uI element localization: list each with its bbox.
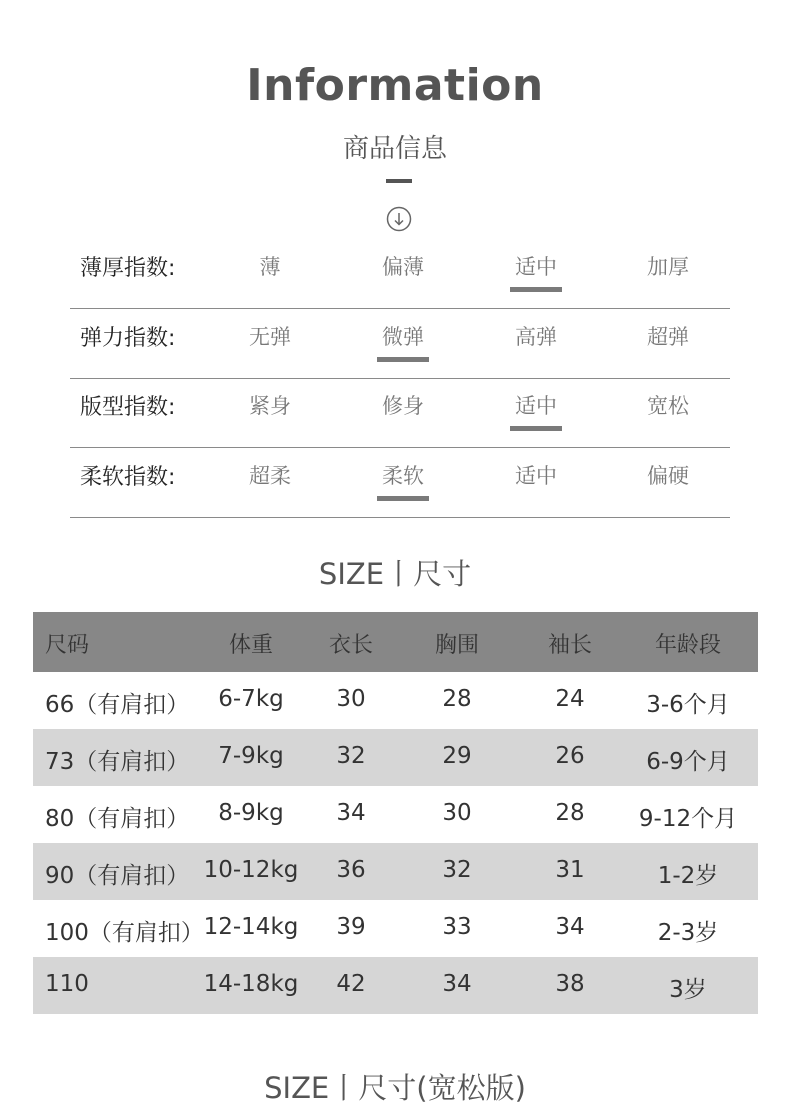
selected-indicator [510,426,562,431]
size-section-title: SIZE丨尺寸 [318,557,472,591]
table-cell: 38 [555,971,585,997]
table-cell: 90（有肩扣） [45,863,190,889]
table-cell: 29 [442,743,472,769]
page-title: Information [246,60,544,111]
attribute-option [486,460,586,490]
attribute-option [353,321,453,351]
table-cell: 32 [336,743,366,769]
attribute-row [70,239,730,309]
table-cell: 110 [45,971,89,997]
header-size: 尺码 [45,633,90,658]
attribute-label: 版型指数: [80,395,176,420]
table-cell: 24 [555,686,585,712]
attribute-option-label: 修身 [382,394,424,418]
table-cell: 26 [555,743,585,769]
attribute-option [618,460,718,490]
table-cell: 33 [442,914,472,940]
table-row [33,672,758,729]
table-row [33,786,758,843]
attribute-option-label: 适中 [515,394,557,418]
attribute-option [353,460,453,490]
size-table-header [33,612,758,672]
attribute-option [353,251,453,281]
title-divider [386,179,412,183]
table-cell: 80（有肩扣） [45,806,190,832]
table-cell: 8-9kg [218,800,284,826]
attribute-option [220,390,320,420]
attribute-option-label: 偏硬 [647,463,689,488]
attribute-label: 弹力指数: [80,325,176,351]
selected-indicator [377,496,429,501]
header-length: 衣长 [328,633,373,658]
attribute-option [220,321,320,351]
attribute-option [618,321,718,351]
table-cell: 30 [442,800,472,826]
size-table [33,612,758,1014]
table-cell: 6-7kg [218,686,284,712]
table-cell: 12-14kg [203,914,299,940]
attribute-option [618,251,718,281]
attribute-option [220,251,320,281]
attribute-option [486,321,586,351]
attribute-option [486,390,586,420]
header-sleeve: 袖长 [547,633,592,658]
table-cell: 31 [555,857,585,883]
table-cell: 28 [442,686,472,712]
table-cell: 42 [336,971,366,997]
table-cell: 7-9kg [218,743,284,769]
table-row [33,729,758,786]
table-cell: 32 [442,857,472,883]
attribute-option [486,251,586,281]
attribute-row [70,309,730,379]
table-cell: 1-2岁 [657,863,719,889]
attribute-option [618,390,718,420]
table-cell: 36 [336,857,366,883]
attribute-label: 薄厚指数: [80,256,176,281]
attribute-option [353,390,453,420]
table-row [33,900,758,957]
attribute-label: 柔软指数: [80,464,176,490]
attribute-option [220,460,320,490]
circle-down-arrow-icon [386,206,412,232]
attribute-option-label: 宽松 [647,394,689,418]
attribute-option-label: 超弹 [647,324,689,349]
attribute-option-label: 紧身 [249,394,291,418]
table-cell: 2-3岁 [657,920,719,946]
attribute-row [70,378,730,448]
page-subtitle: 商品信息 [342,134,447,164]
table-cell: 3岁 [669,977,707,1003]
attribute-option-label: 微弹 [382,324,424,349]
attribute-option-label: 薄 [259,255,281,279]
header-age: 年龄段 [654,633,721,658]
table-cell: 34 [442,971,472,997]
table-cell: 39 [336,914,366,940]
table-cell: 14-18kg [203,971,299,997]
table-cell: 30 [336,686,366,712]
table-cell: 34 [555,914,585,940]
table-cell: 3-6个月 [646,692,730,718]
table-cell: 9-12个月 [638,806,738,832]
table-row [33,843,758,900]
attribute-option-label: 超柔 [249,463,291,488]
table-cell: 34 [336,800,366,826]
attribute-option-label: 适中 [515,463,557,488]
attribute-row [70,448,730,518]
size-table-body [33,672,758,1014]
selected-indicator [510,287,562,292]
attribute-option-label: 柔软 [382,463,424,488]
table-cell: 10-12kg [203,857,299,883]
table-cell: 28 [555,800,585,826]
attribute-option-label: 适中 [515,255,557,279]
header-chest: 胸围 [434,633,479,658]
table-cell: 73（有肩扣） [45,749,190,775]
selected-indicator [377,357,429,362]
table-cell: 66（有肩扣） [45,692,190,718]
attribute-option-label: 高弹 [515,324,557,349]
attribute-option-label: 加厚 [647,255,689,279]
header-weight: 体重 [228,633,273,658]
table-row [33,957,758,1014]
attribute-option-label: 偏薄 [382,255,424,279]
table-cell: 100（有肩扣） [45,920,204,946]
attribute-option-label: 无弹 [249,324,291,349]
size-section-title-loose: SIZE丨尺寸(宽松版) [264,1071,526,1105]
table-cell: 6-9个月 [646,749,730,775]
